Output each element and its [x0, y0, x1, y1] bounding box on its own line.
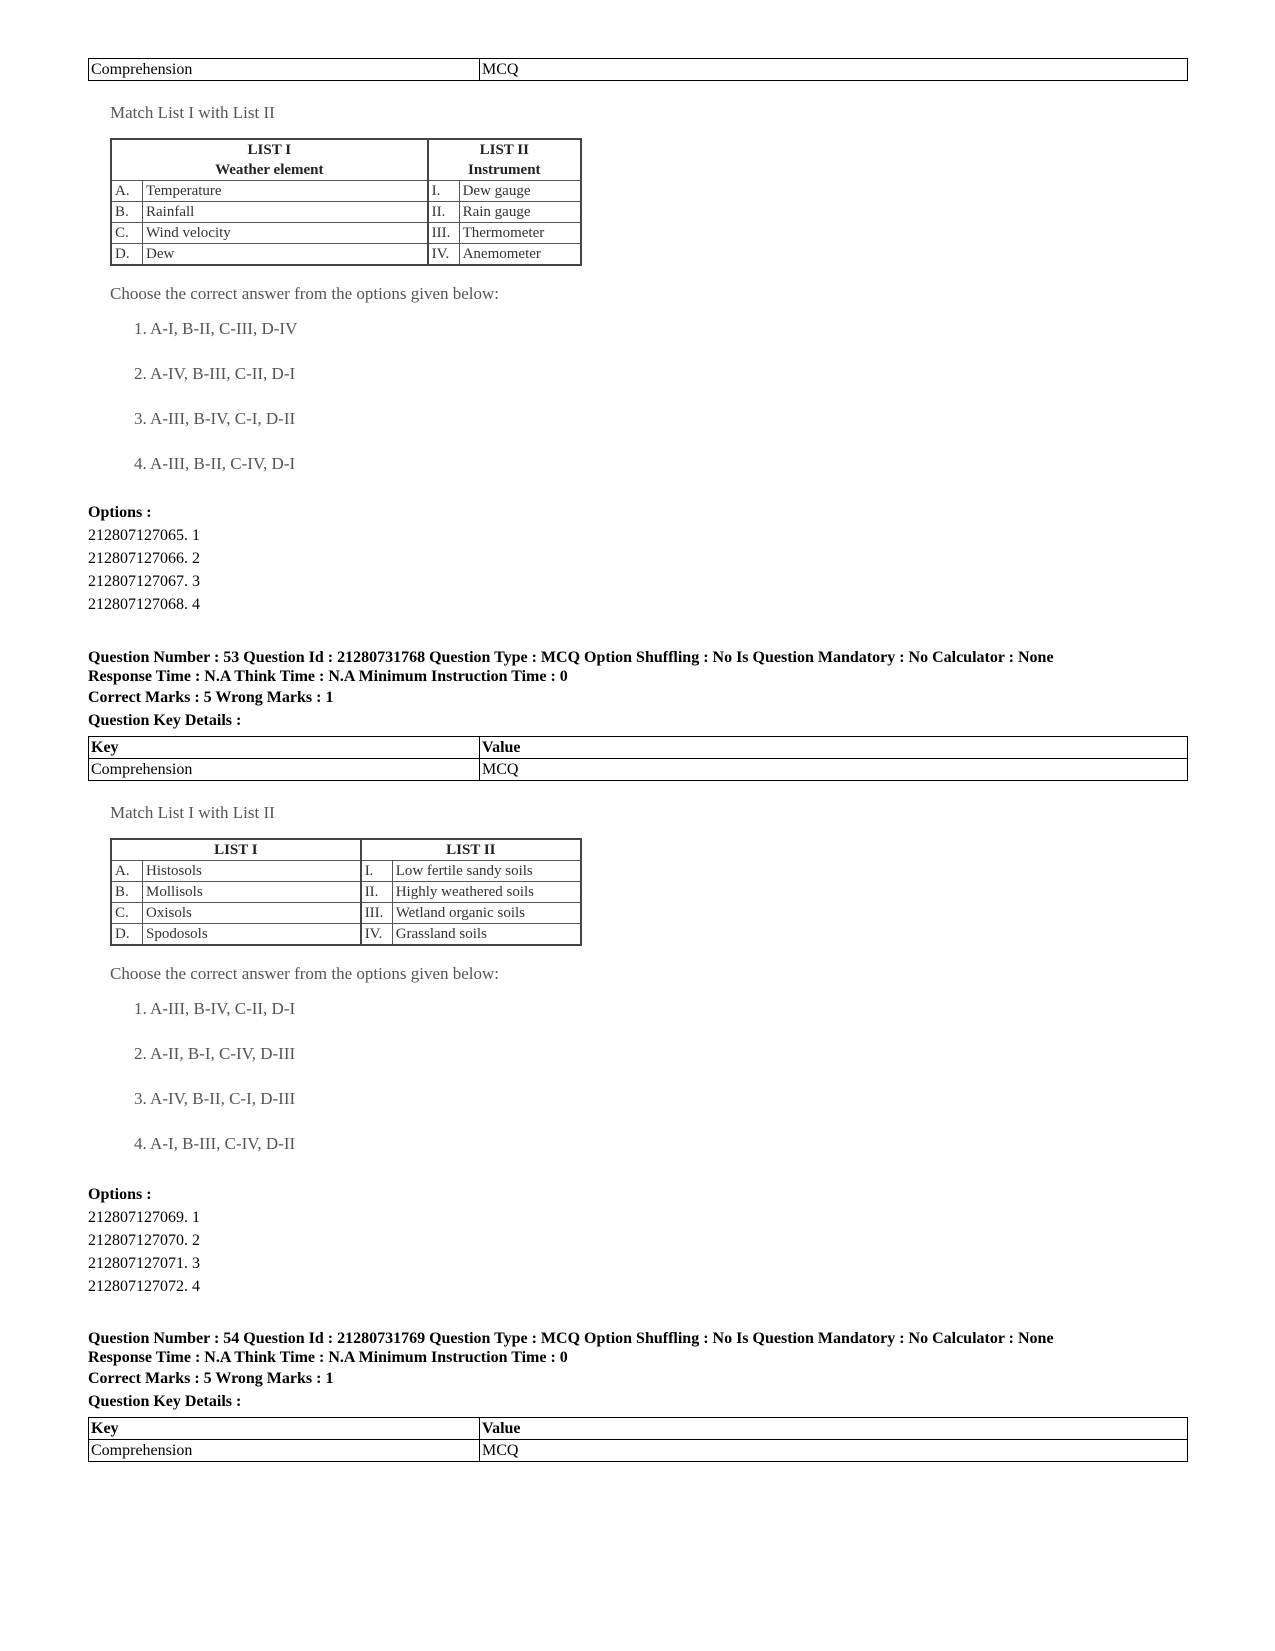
option-item: 212807127069. 1	[88, 1209, 200, 1226]
answer-choice: 4. A-I, B-III, C-IV, D-II	[134, 1134, 296, 1153]
list1-header: LIST I	[111, 839, 361, 861]
q53-header	[88, 648, 1188, 732]
option-item: 212807127072. 4	[88, 1278, 200, 1295]
table-header-row: Key Value	[89, 1418, 1188, 1440]
table-row: Comprehension MCQ	[89, 1440, 1188, 1462]
table-row: B. Rainfall II. Rain gauge	[111, 202, 581, 223]
table-row: C. Wind velocity III. Thermometer	[111, 223, 581, 244]
answer-choice: 2. A-IV, B-III, C-II, D-I	[134, 364, 296, 383]
list2-header: LIST II Instrument	[428, 139, 581, 181]
option-item: 212807127066. 2	[88, 550, 200, 567]
option-item: 212807127067. 3	[88, 573, 200, 590]
answer-choice: 4. A-III, B-II, C-IV, D-I	[134, 454, 296, 473]
answer-choice: 1. A-III, B-IV, C-II, D-I	[134, 999, 296, 1018]
question-timing: Response Time : N.A Think Time : N.A Minimum Instruction Time : 0	[88, 668, 568, 685]
table-row: Comprehension MCQ	[89, 759, 1188, 781]
table-row: A. Temperature I. Dew gauge	[111, 181, 581, 202]
options-title: Options :	[88, 504, 152, 521]
q53-question-image	[110, 798, 582, 1166]
question-meta: Question Number : 54 Question Id : 21280731769 Question Type : MCQ Option Shuffling : No Is Question Mandatory : No Calculator : None	[88, 1330, 1054, 1347]
q52-key-table	[88, 58, 1188, 81]
q54-header	[88, 1329, 1188, 1413]
option-item: 212807127070. 2	[88, 1232, 200, 1249]
question-marks: Correct Marks : 5 Wrong Marks : 1	[88, 689, 334, 706]
answer-choice: 1. A-I, B-II, C-III, D-IV	[134, 319, 298, 338]
match-header-row	[111, 139, 581, 181]
q53-key-table	[88, 736, 1188, 781]
question-prompt: Match List I with List II	[110, 803, 275, 822]
table-row: B. Mollisols II. Highly weathered soils	[111, 882, 581, 903]
options-title: Options :	[88, 1186, 152, 1203]
q53-key-table-wrap	[88, 736, 1188, 781]
option-item: 212807127065. 1	[88, 527, 200, 544]
q52-question-image	[110, 98, 582, 486]
question-prompt: Match List I with List II	[110, 103, 275, 122]
q52-options	[88, 501, 200, 616]
option-item: 212807127068. 4	[88, 596, 200, 613]
list2-header: LIST II	[361, 839, 581, 861]
question-timing: Response Time : N.A Think Time : N.A Minimum Instruction Time : 0	[88, 1349, 568, 1366]
table-row: A. Histosols I. Low fertile sandy soils	[111, 861, 581, 882]
option-item: 212807127071. 3	[88, 1255, 200, 1272]
question-marks: Correct Marks : 5 Wrong Marks : 1	[88, 1370, 334, 1387]
choose-instruction: Choose the correct answer from the options given below:	[110, 964, 500, 983]
key-details-title: Question Key Details :	[88, 712, 242, 729]
key-cell: Comprehension	[89, 59, 480, 81]
table-row: C. Oxisols III. Wetland organic soils	[111, 903, 581, 924]
q53-options	[88, 1183, 200, 1298]
answer-choice: 3. A-III, B-IV, C-I, D-II	[134, 409, 296, 428]
question-meta: Question Number : 53 Question Id : 21280731768 Question Type : MCQ Option Shuffling : No Is Question Mandatory : No Calculator : None	[88, 649, 1054, 666]
value-cell: MCQ	[480, 59, 1188, 81]
match-header-row	[111, 839, 581, 861]
table-header-row: Key Value	[89, 737, 1188, 759]
answer-choice: 3. A-IV, B-II, C-I, D-III	[134, 1089, 296, 1108]
q54-key-table-wrap	[88, 1417, 1188, 1462]
match-table	[110, 838, 582, 946]
key-details-title: Question Key Details :	[88, 1393, 242, 1410]
q54-key-table	[88, 1417, 1188, 1462]
table-row: D. Dew IV. Anemometer	[111, 244, 581, 266]
table-row	[89, 59, 1188, 81]
q52-key-table-wrap	[88, 58, 1188, 81]
match-table	[110, 138, 582, 266]
list1-header: LIST I Weather element	[111, 139, 428, 181]
choose-instruction: Choose the correct answer from the options given below:	[110, 284, 500, 303]
answer-choice: 2. A-II, B-I, C-IV, D-III	[134, 1044, 296, 1063]
table-row: D. Spodosols IV. Grassland soils	[111, 924, 581, 946]
